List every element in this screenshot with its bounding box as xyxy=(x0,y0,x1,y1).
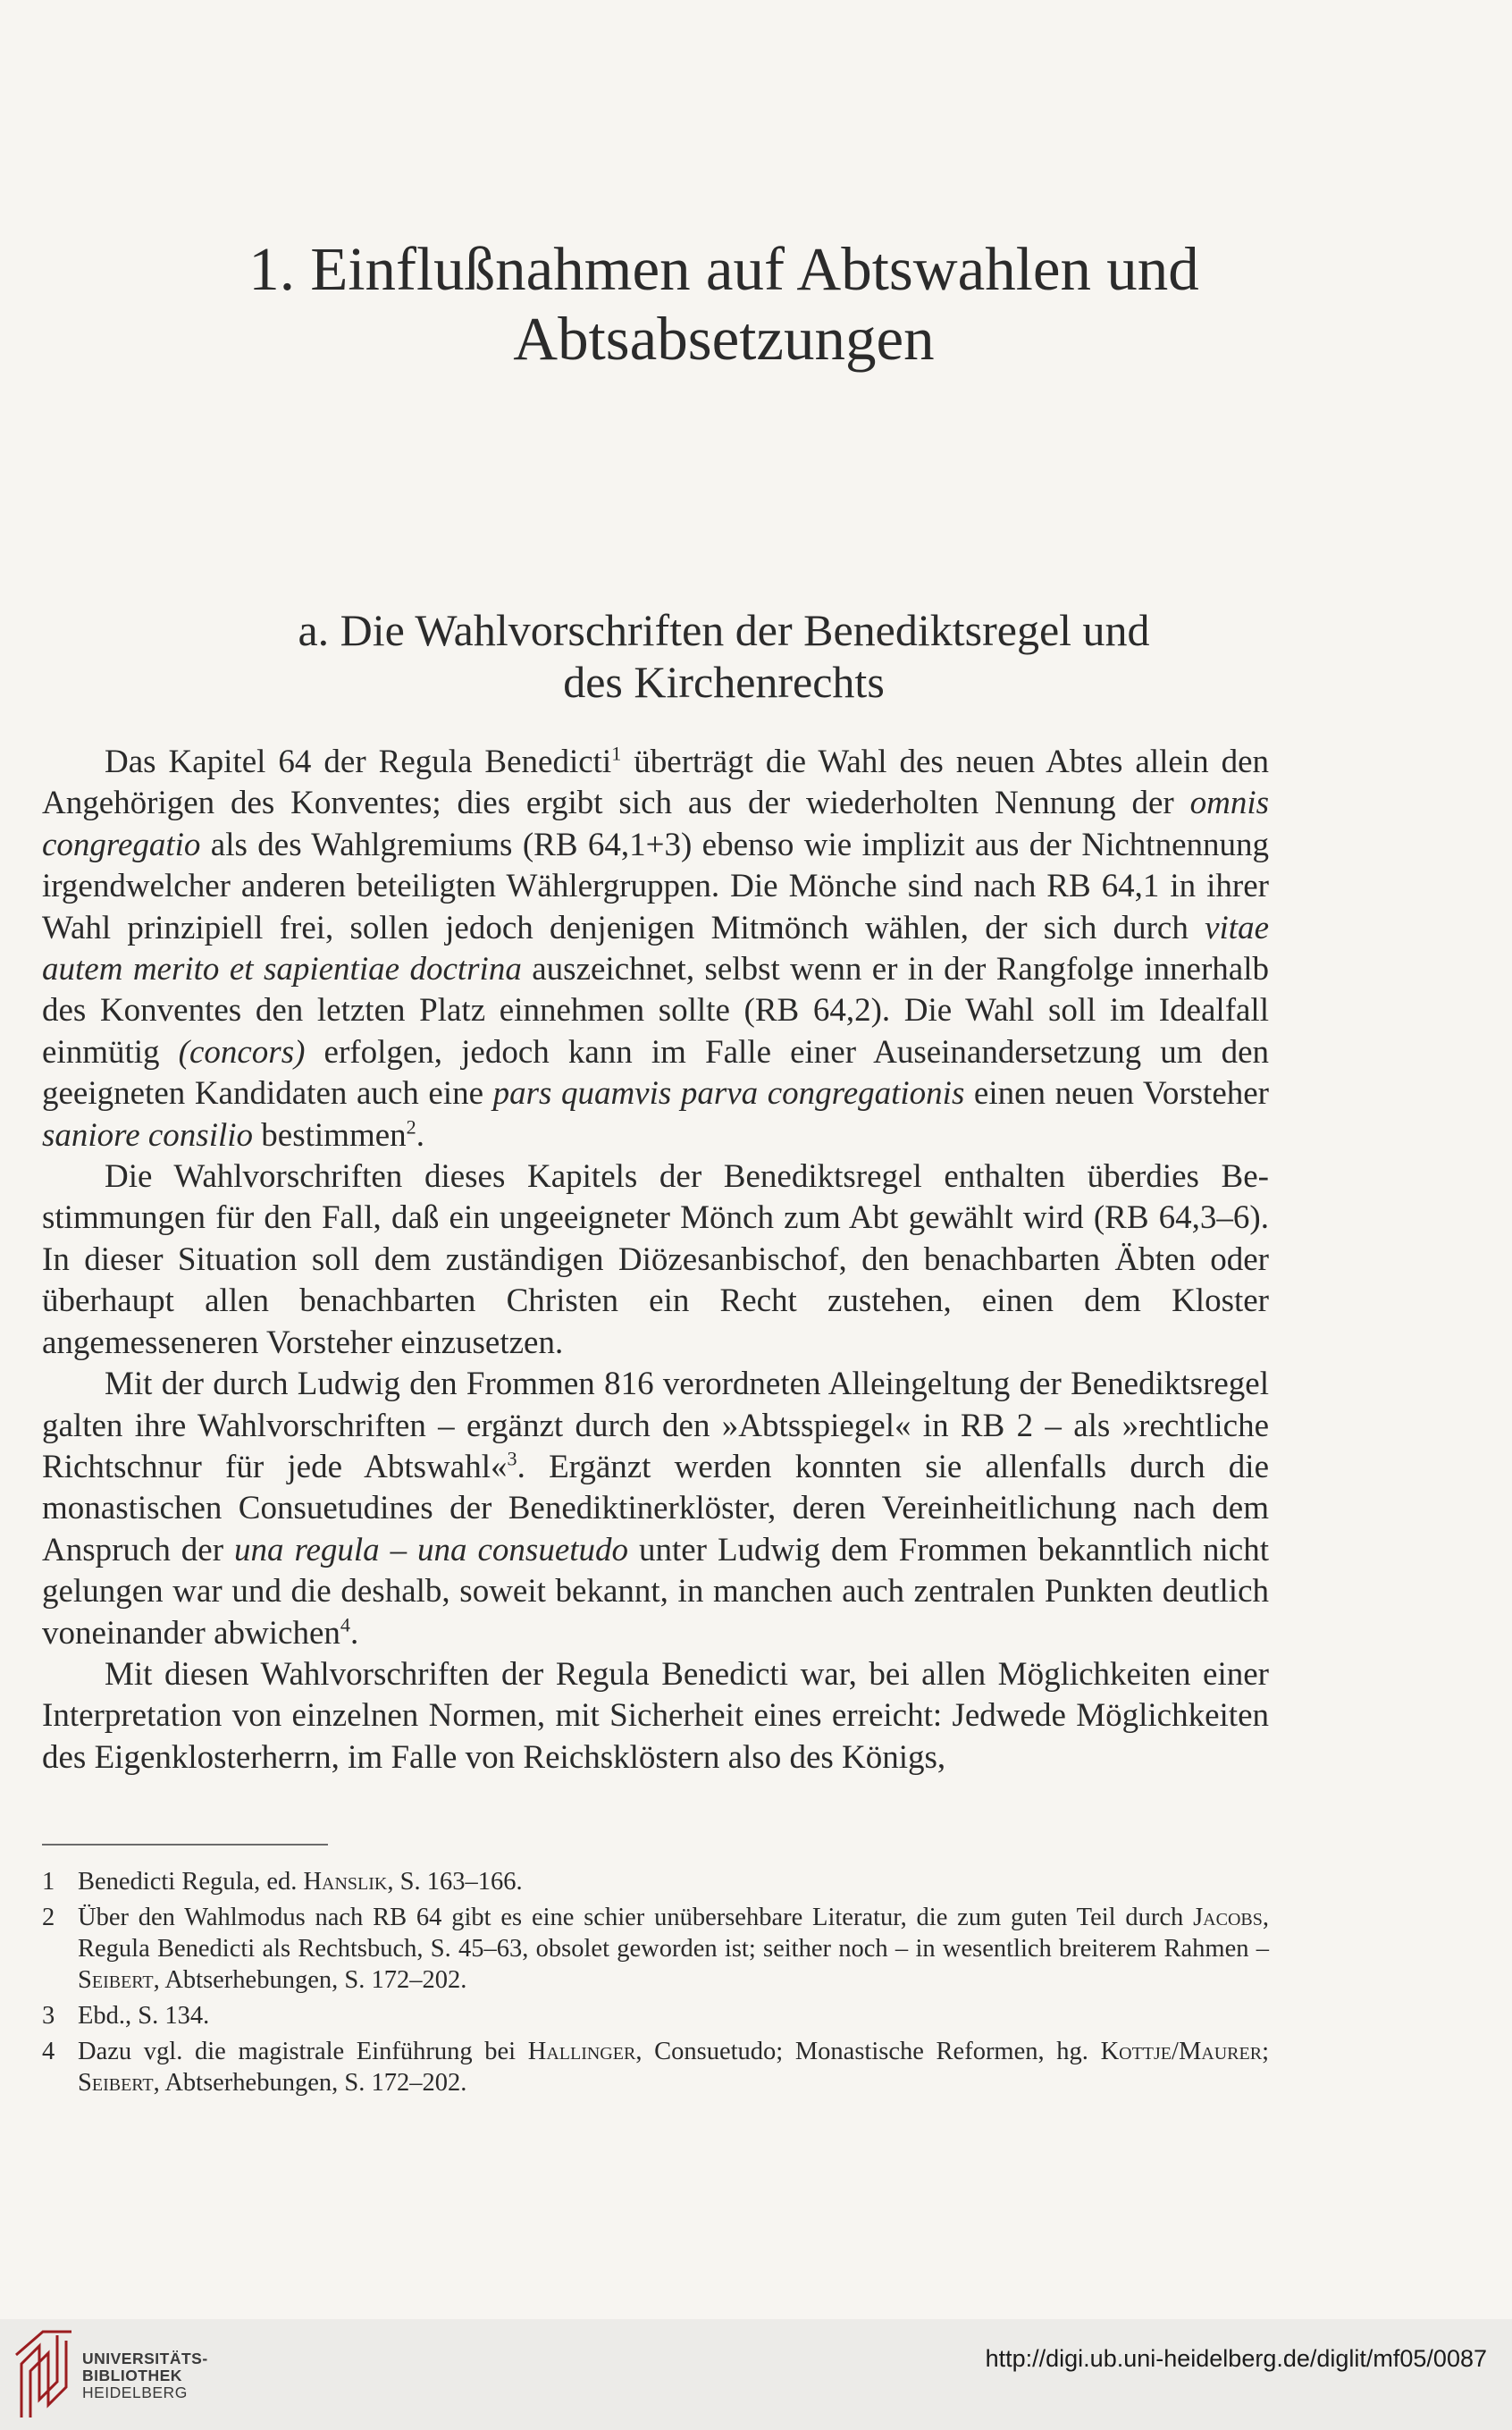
section-title-line2: des Kirchenrechts xyxy=(563,657,885,707)
section-title-line1: a. Die Wahlvorschriften der Benediktsregel und xyxy=(298,605,1150,655)
footnote-1: 1 Benedicti Regula, ed. Hanslik, S. 163–166. xyxy=(42,1868,523,1896)
paragraph-1: Das Kapitel 64 der Regula Benedicti$^1$ überträgt die Wahl des neuen Abtes allein den Angehörigen des Konventes; dies ergibt sich aus der wiederholten Nennung der omnis congregatio als des Wahlgremiums (RB 64,1+3) ebenso wie implizit aus der Nichtnennung irgendwelcher anderen beteiligten Wählergruppen. Die Mönche sind nach RB 64,1 in ihrer Wahl prinzipiell frei, sollen jedoch denjenigen Mitmönch wählen, der sich durch vitae autem merito et sapientiae doctrina auszeichnet, selbst wenn er in der Rangfolge innerhalb des Konventes den letzten Platz einnehmen sollte (RB 64,2). Die Wahl soll im Idealfall einmütig (concors) erfolgen, jedoch kann im Falle einer Auseinandersetzung um den geeigneten Kandidaten auch eine pars quamvis parva congregationis einen neuen Vorsteher saniore consilio bestimmen$^2$. xyxy=(42,742,1270,1154)
viewer-footer xyxy=(0,2319,1512,2430)
library-logo-text: UNIVERSITÄTS- BIBLIOTHEK HEIDELBERG xyxy=(82,2350,208,2401)
section-title xyxy=(134,604,1314,708)
footnote-2: 2 Über den Wahlmodus nach RB 64 gibt es eine schier unübersehbare Literatur, die zum guten Teil durch Jacobs, Regula Benedicti als Rechtsbuch, S. 45–63, obsolet geworden ist; seither noch – in wesentlich breiterem Rahmen – Seibert, Abtserhebungen, S. 172–202. xyxy=(42,1904,1269,1994)
body-text xyxy=(42,742,1269,1778)
library-logo-icon xyxy=(13,2328,75,2421)
footnote-divider xyxy=(42,1844,328,1846)
footnote-ref-4[interactable]: 4 xyxy=(340,1613,350,1636)
chapter-title-line2: Abtsabsetzungen xyxy=(513,305,935,373)
paragraph-2: Die Wahlvorschriften dieses Kapitels der Benediktsregel enthalten überdies Bestimmungen für den Fall, daß ein ungeeigneter Mönch zum Abt gewählt wird (RB 64,3–6). In dieser Situation soll dem zuständigen Diözesanbischof, den benachbarten Äbten oder überhaupt allen benachbarten Christen ein Recht zustehen, einen dem Kloster angemesseneren Vorsteher einzusetzen. xyxy=(42,1158,1269,1361)
footnotes xyxy=(42,1866,1269,2103)
source-url-link[interactable]: http://digi.ub.uni-heidelberg.de/diglit/mf05/0087 xyxy=(985,2345,1487,2372)
footnote-4: 4 Dazu vgl. die magistrale Einführung bei Hallinger, Consuetudo; Monastische Reformen, hg. Kottje/Maurer; Seibert, Abtserhebungen, S. 172–202. xyxy=(42,2038,1269,2097)
chapter-title xyxy=(107,234,1340,374)
footnote-ref-2[interactable]: 2 xyxy=(406,1115,416,1139)
footnote-3: 3 Ebd., S. 134. xyxy=(42,2002,210,2030)
chapter-title-line1: 1. Einflußnahmen auf Abtswahlen und xyxy=(248,235,1199,303)
footnote-ref-3[interactable]: 3 xyxy=(507,1447,517,1470)
paragraph-3: Mit der durch Ludwig den Frommen 816 verordneten Alleingeltung der Benediktsregel galten ihre Wahlvorschriften – ergänzt durch den »Abtsspiegel« in RB 2 – als »rechtliche Richtschnur für jede Abtswahl«$^3$. Ergänzt werden konnten sie allenfalls durch die monastischen Consuetudines der Benediktinerklöster, deren Vereinheitlichung nach dem Anspruch der una regula – una consuetudo unter Ludwig dem Frommen bekanntlich nicht gelungen war und die deshalb, soweit bekannt, in manchen auch zentralen Punkten deutlich voneinander abwichen$^4$. xyxy=(42,1366,1269,1652)
paragraph-4: Mit diesen Wahlvorschriften der Regula Benedicti war, bei allen Möglichkeiten einer Interpretation von einzelnen Normen, mit Sicherheit eines erreicht: Jedwede Möglichkeiten des Eigenklosterherrn, im Falle von Reichsklöstern also des Königs, xyxy=(42,1655,1269,1776)
footnote-ref-1[interactable]: 1 xyxy=(611,742,622,765)
